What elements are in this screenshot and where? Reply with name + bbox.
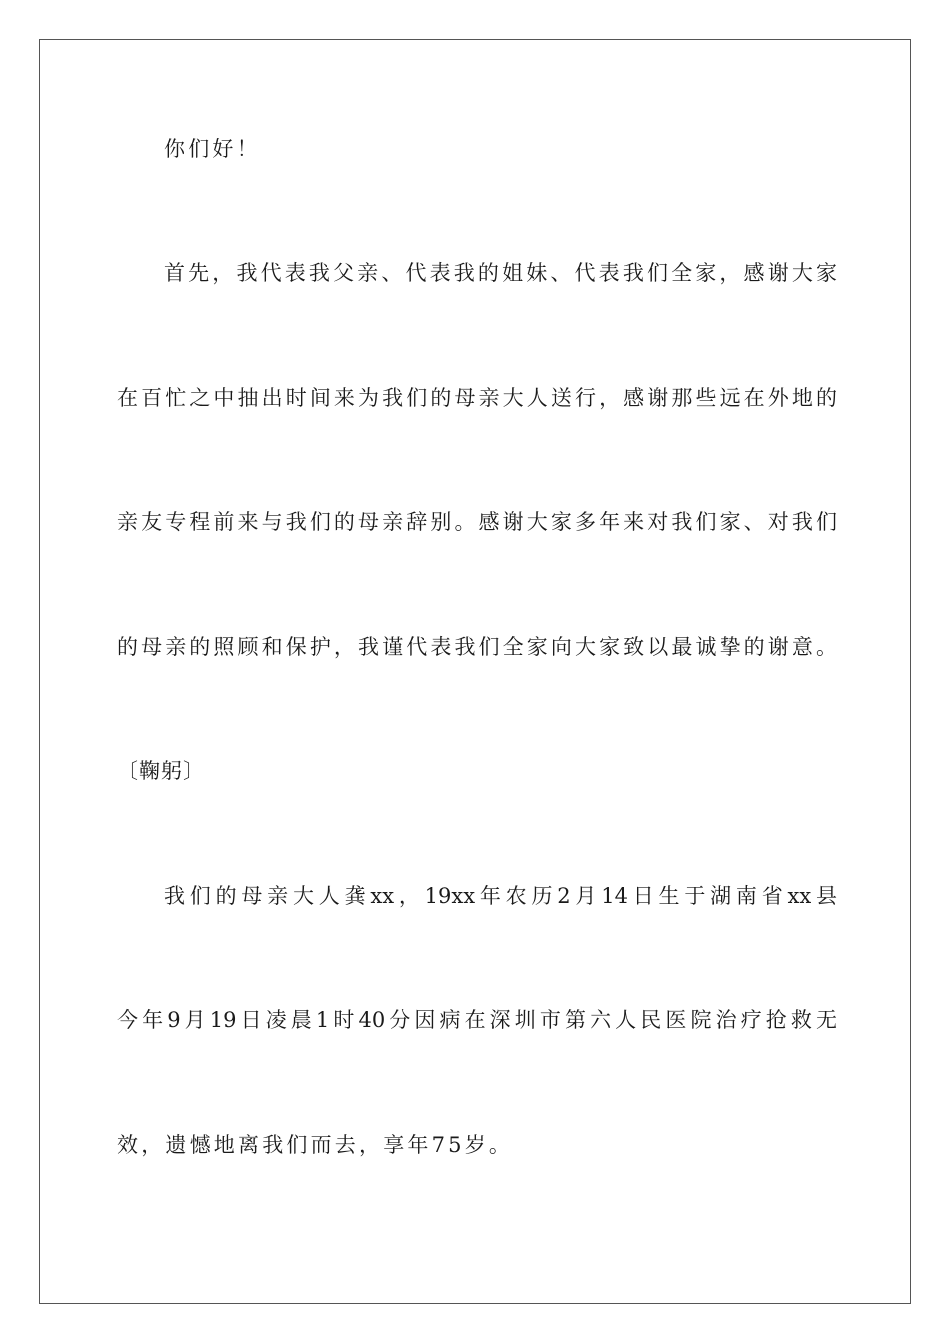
paragraph2-line2: 今年9月19日凌晨1时40分因病在深圳市第六人民医院治疗抢救无 [117, 1008, 837, 1032]
paragraph2-line1: 我们的母亲大人龚xx，19xx年农历2月14日生于湖南省xx县 [164, 884, 837, 908]
paragraph1-line2: 在百忙之中抽出时间来为我们的母亲大人送行，感谢那些远在外地的 [117, 386, 837, 410]
paragraph1-line3: 亲友专程前来与我们的母亲辞别。感谢大家多年来对我们家、对我们 [117, 510, 837, 534]
page-frame [39, 39, 911, 1304]
paragraph2-line3: 效，遗憾地离我们而去，享年75岁。 [117, 1133, 514, 1157]
greeting: 你们好！ [164, 137, 261, 161]
paragraph1-line1: 首先，我代表我父亲、代表我的姐妹、代表我们全家，感谢大家 [164, 261, 837, 285]
stage-direction: 〔鞠躬〕 [117, 759, 205, 783]
paragraph1-line4: 的母亲的照顾和保护，我谨代表我们全家向大家致以最诚挚的谢意。 [117, 635, 837, 659]
